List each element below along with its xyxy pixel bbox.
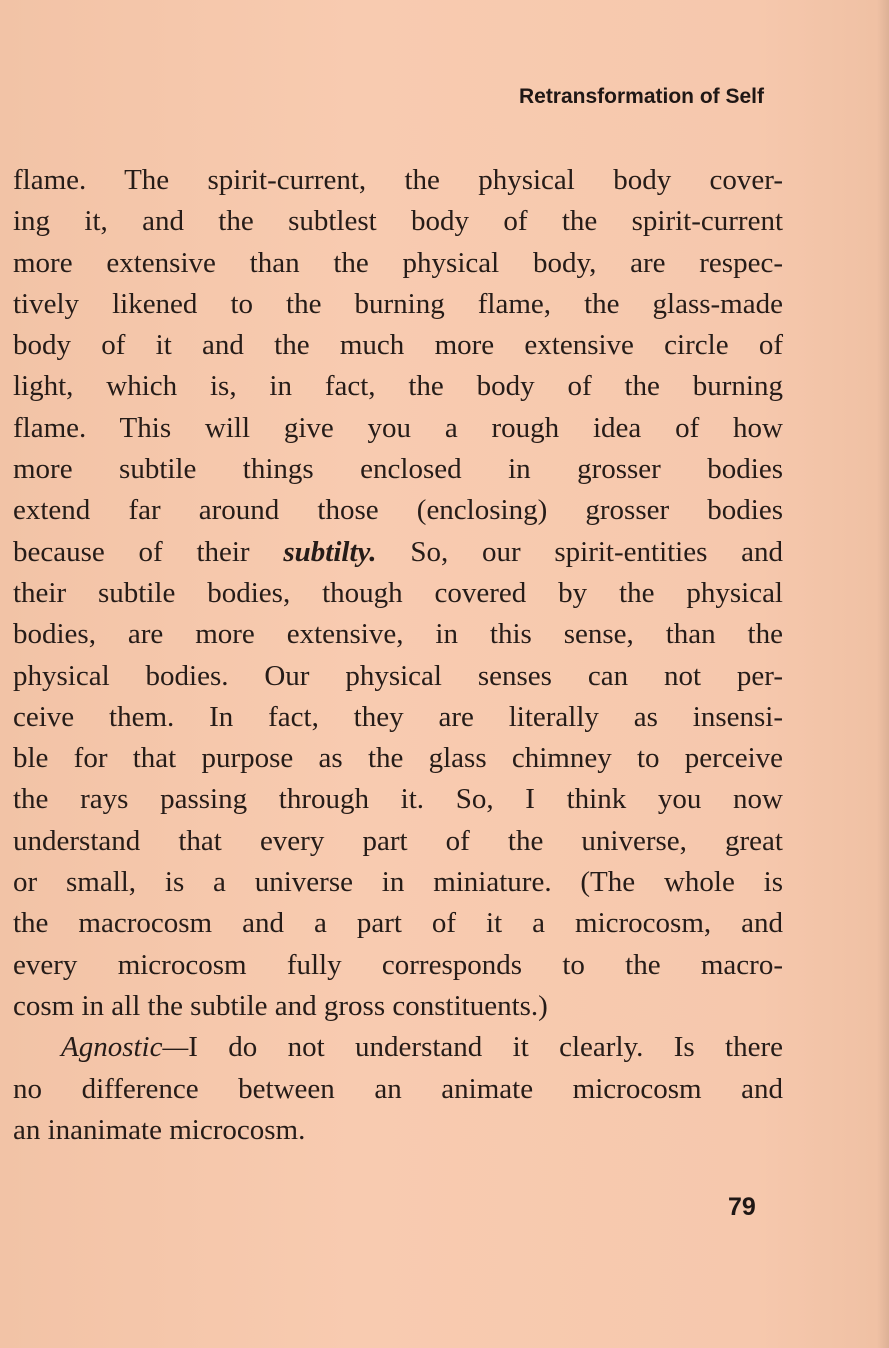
text-line-with-emphasis	[13, 532, 783, 573]
text-line: ing it, and the subtlest body of the spirit-current	[13, 205, 783, 238]
text-line: cosm in all the subtile and gross constituents.)	[13, 989, 548, 1022]
text-line: an inanimate microcosm.	[13, 1113, 306, 1146]
text-line: understand that every part of the universe, great	[13, 824, 783, 857]
emphasized-word: subtilty.	[283, 535, 377, 568]
text-line: every microcosm fully corresponds to the macro-	[13, 948, 783, 981]
speaker-label: Agnostic—	[61, 1031, 189, 1064]
dialogue-line	[13, 1027, 783, 1068]
text-line: their subtile bodies, though covered by the physical	[13, 576, 783, 609]
page-number: 79	[728, 1193, 756, 1221]
text-segment: I do not understand it clearly. Is there	[188, 1031, 783, 1064]
body-text	[13, 160, 783, 1151]
text-line: no difference between an animate microcosm and	[13, 1072, 783, 1105]
text-line: the macrocosm and a part of it a microcosm, and	[13, 907, 783, 940]
page-edge-shadow	[877, 0, 889, 1348]
running-header: Retransformation of Self	[518, 85, 764, 108]
text-line: bodies, are more extensive, in this sense, than the	[13, 618, 783, 651]
text-line: tively likened to the burning flame, the glass-made	[13, 287, 783, 320]
text-line: or small, is a universe in miniature. (The whole is	[13, 866, 783, 899]
text-line: the rays passing through it. So, I think you now	[13, 783, 783, 816]
text-line: physical bodies. Our physical senses can not per-	[13, 659, 783, 692]
text-segment: So, our spirit-entities and	[410, 535, 784, 568]
text-line: more subtile things enclosed in grosser bodies	[13, 453, 783, 486]
text-line: light, which is, in fact, the body of the burning	[13, 370, 783, 403]
text-line: ble for that purpose as the glass chimney to perceive	[13, 742, 783, 775]
text-line: extend far around those (enclosing) grosser bodies	[13, 494, 783, 527]
text-line: flame. This will give you a rough idea of how	[13, 411, 783, 444]
text-line: body of it and the much more extensive circle of	[13, 329, 783, 362]
text-line: flame. The spirit-current, the physical body cover-	[13, 164, 783, 196]
text-line: ceive them. In fact, they are literally as insensi-	[13, 700, 783, 733]
text-segment: because of their	[13, 535, 250, 568]
text-line: more extensive than the physical body, are respec-	[13, 246, 783, 279]
